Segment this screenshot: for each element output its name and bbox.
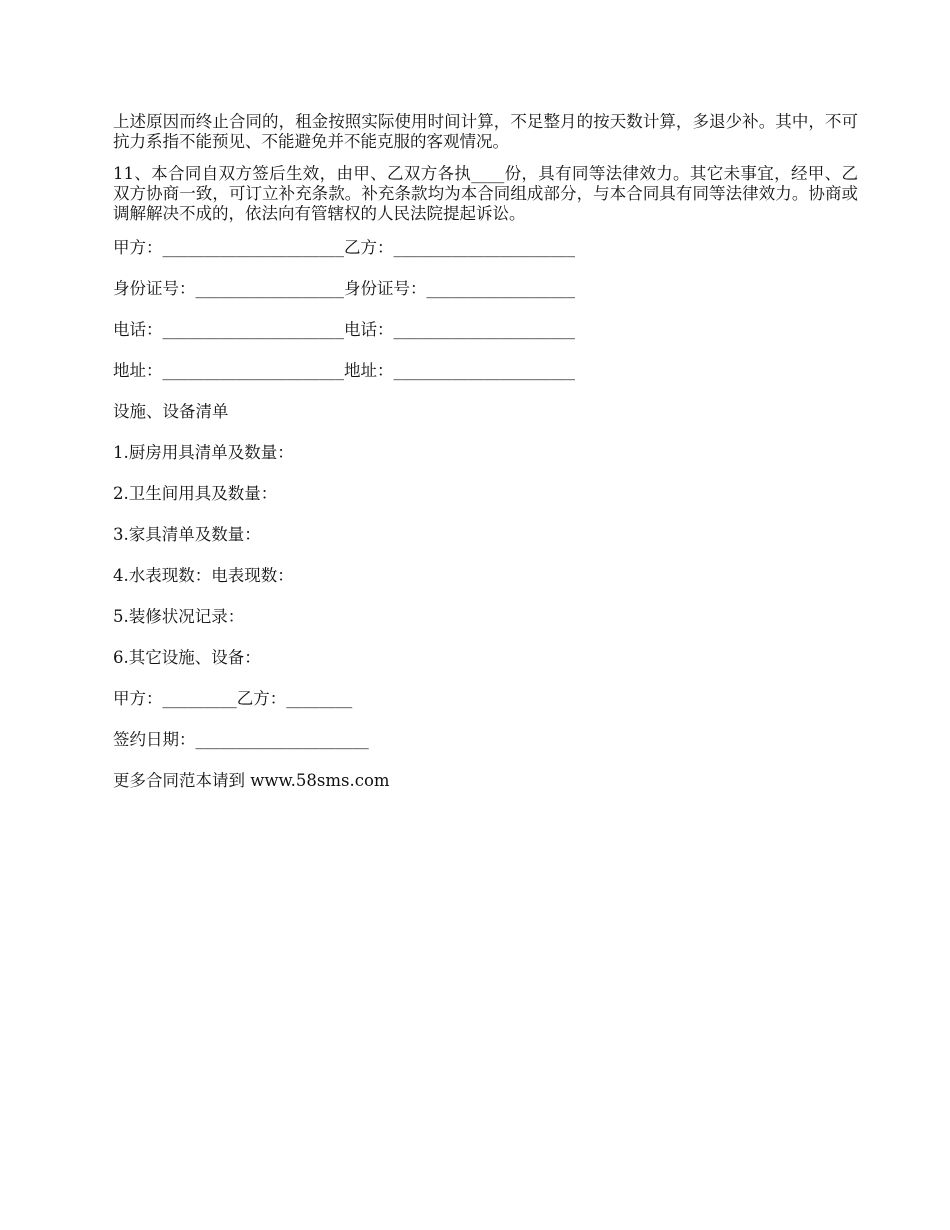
clause-termination-paragraph: 上述原因而终止合同的，租金按照实际使用时间计算，不足整月的按天数计算，多退少补。其中，不可抗力系指不能预见、不能避免并不能克服的客观情况。 bbox=[113, 112, 858, 151]
footer-link-text: 更多合同范本请到 www.58sms.com bbox=[113, 771, 390, 790]
address-line: 地址：______________________地址：______________________ bbox=[113, 361, 575, 380]
phone-line: 电话：______________________电话：______________________ bbox=[113, 320, 575, 339]
sign-date-line: 签约日期：_____________________ bbox=[113, 730, 369, 749]
facility-item-meters: 4.水表现数：电表现数： bbox=[113, 566, 294, 585]
facility-item-bathroom: 2.卫生间用具及数量： bbox=[113, 484, 278, 503]
facility-item-decoration: 5.装修状况记录： bbox=[113, 607, 245, 626]
facility-item-other: 6.其它设施、设备： bbox=[113, 648, 261, 667]
facility-item-kitchen: 1.厨房用具清单及数量： bbox=[113, 443, 294, 462]
closing-party-line: 甲方：_________乙方：________ bbox=[113, 689, 353, 708]
document-page bbox=[113, 112, 858, 791]
clause-11-paragraph: 11、本合同自双方签后生效，由甲、乙双方各执____份，具有同等法律效力。其它未事宜，经甲、乙双方协商一致，可订立补充条款。补充条款均为本合同组成部分，与本合同具有同等法律效力。协商或调解解决不成的，依法向有管辖权的人民法院提起诉讼。 bbox=[113, 164, 858, 223]
party-signature-line: 甲方：______________________乙方：______________________ bbox=[113, 238, 575, 257]
id-number-line: 身份证号：__________________身份证号：__________________ bbox=[113, 279, 575, 298]
facilities-title: 设施、设备清单 bbox=[113, 402, 229, 421]
facility-item-furniture: 3.家具清单及数量： bbox=[113, 525, 261, 544]
